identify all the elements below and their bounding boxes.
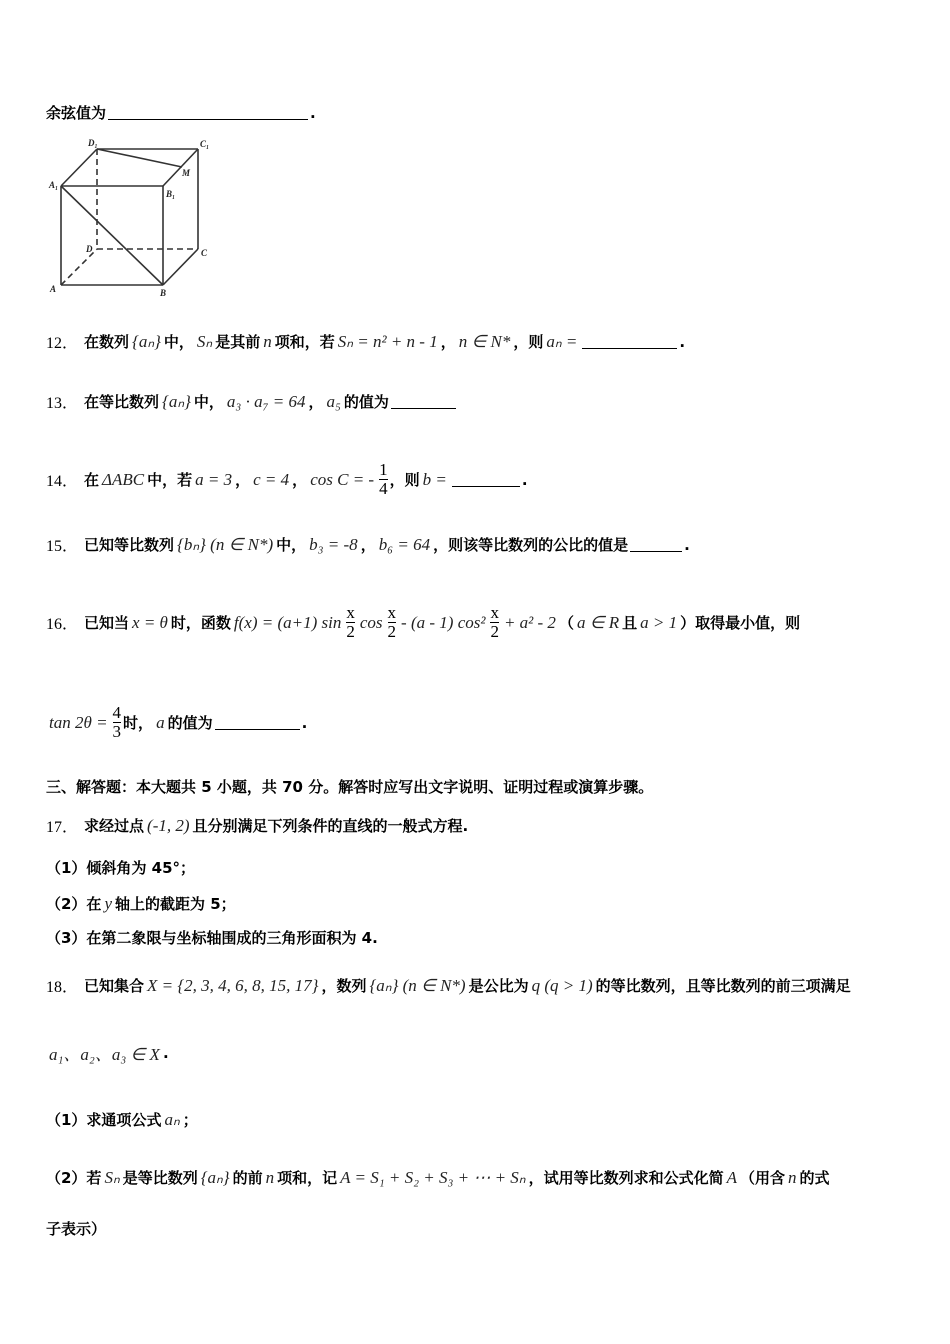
line-q16-tail xyxy=(46,704,307,741)
text: （用含 xyxy=(740,1169,786,1187)
question-number: 16． xyxy=(46,616,79,633)
text: （1）求通项公式 xyxy=(46,1111,162,1129)
line-q18-2-tail xyxy=(46,1218,106,1239)
text: 中，若 xyxy=(147,471,193,489)
text: 子表示） xyxy=(46,1220,107,1238)
math-expression: {aₙ} xyxy=(200,1167,230,1187)
math-expression: a = 3 xyxy=(195,469,233,489)
fraction xyxy=(346,604,355,641)
math-expression: b = xyxy=(422,469,447,489)
math-expression: a₃ · a₇ = 64 xyxy=(226,391,306,411)
numerator: 4 xyxy=(112,703,122,722)
text: 求经过点 xyxy=(84,817,145,835)
denominator: 2 xyxy=(346,622,355,641)
answer-blank xyxy=(108,105,308,120)
math-expression: q (q > 1) xyxy=(531,975,593,995)
text: 中， xyxy=(276,536,307,554)
answer-blank xyxy=(630,537,682,552)
text: ，则 xyxy=(513,333,544,351)
question-number: 13． xyxy=(46,395,79,412)
text: （3）在第二象限与坐标轴围成的三角形面积为 4. xyxy=(46,929,378,947)
denominator: 3 xyxy=(112,722,122,741)
fraction xyxy=(490,604,499,641)
text: . xyxy=(684,535,690,554)
answer-blank xyxy=(391,394,456,409)
math-expression: a₅ xyxy=(326,391,341,411)
text: 且分别满足下列条件的直线的一般式方程. xyxy=(192,817,469,835)
text: 且 xyxy=(622,614,638,632)
text: . xyxy=(679,332,686,351)
line-q14 xyxy=(46,461,528,498)
line-q17 xyxy=(46,814,468,837)
text: ，则该等比数列的公比的值是 xyxy=(433,536,629,554)
math-expression: b₆ = 64 xyxy=(378,534,431,554)
text: 的值为 xyxy=(167,714,213,732)
answer-blank xyxy=(215,715,300,730)
math-expression: b₃ = -8 xyxy=(309,534,358,554)
cube-figure xyxy=(0,0,950,320)
denominator: 2 xyxy=(490,622,499,641)
question-number: 14． xyxy=(46,473,79,490)
text: . xyxy=(310,103,316,122)
text: . xyxy=(162,1043,169,1062)
line-q13 xyxy=(46,390,458,413)
math-expression: Sₙ xyxy=(104,1167,120,1187)
label-d1: D₁ xyxy=(88,138,98,148)
math-expression: cos C = - xyxy=(310,469,375,489)
fraction xyxy=(113,704,122,741)
math-expression: n xyxy=(263,331,272,351)
text: 是公比为 xyxy=(468,977,529,995)
math-expression: (-1, 2) xyxy=(147,815,190,835)
question-number: 12． xyxy=(46,335,79,352)
math-expression: a xyxy=(156,712,165,732)
math-expression: Sₙ xyxy=(196,331,213,351)
text: 的式 xyxy=(799,1169,830,1187)
text: 的等比数列，且等比数列的前三项满足 xyxy=(595,977,851,995)
math-expression: {bₙ} (n ∈ N*) xyxy=(177,534,274,554)
text: 已知等比数列 xyxy=(84,536,175,554)
math-expression: ΔABC xyxy=(102,469,145,489)
math-expression: {aₙ} (n ∈ N*) xyxy=(369,975,466,995)
line-q12 xyxy=(46,330,685,353)
text: 时，函数 xyxy=(170,614,231,632)
math-expression: n xyxy=(265,1167,275,1187)
edge-ad xyxy=(61,249,97,285)
line-q15 xyxy=(46,533,690,556)
line-q17-3 xyxy=(46,927,378,948)
math-expression: tan 2θ = xyxy=(49,712,108,732)
question-number: 17． xyxy=(46,819,79,836)
text: 已知当 xyxy=(84,614,130,632)
math-expression: n ∈ N* xyxy=(458,331,511,351)
text: 三、解答题：本大题共 5 小题，共 70 分。解答时应写出文字说明、证明过程或演算步骤。 xyxy=(46,778,654,796)
math-expression: + a² - 2 xyxy=(503,612,556,632)
math-expression: n xyxy=(788,1167,797,1187)
text: 的前 xyxy=(232,1169,263,1187)
line-q18-1 xyxy=(46,1109,198,1130)
text: ，数列 xyxy=(321,977,367,995)
text: （2）在 xyxy=(46,895,102,913)
text: ， xyxy=(235,471,251,489)
line-q17-1 xyxy=(46,857,195,878)
text: 项和，若 xyxy=(274,333,335,351)
seg-d1m xyxy=(97,149,182,167)
math-expression: - (a - 1) cos² xyxy=(401,612,486,632)
edge-a1d1 xyxy=(61,149,97,186)
label-b1: B₁ xyxy=(166,189,176,199)
text: （ xyxy=(558,614,574,632)
line-q18 xyxy=(46,974,851,997)
edge-bc xyxy=(163,249,198,285)
text: 在数列 xyxy=(84,333,130,351)
line-q17-2 xyxy=(46,893,236,914)
math-expression: X = {2, 3, 4, 6, 8, 15, 17} xyxy=(147,975,319,995)
text: ，则 xyxy=(389,471,420,489)
answer-blank xyxy=(582,334,677,349)
math-expression: y xyxy=(104,893,112,913)
numerator: 1 xyxy=(379,460,388,479)
math-expression: A = S₁ + S₂ + S₃ + ⋯ + Sₙ xyxy=(340,1167,526,1187)
text: ）取得最小值，则 xyxy=(680,614,801,632)
math-expression: {aₙ} xyxy=(132,331,161,351)
label-a: A xyxy=(50,284,57,294)
text: 项和，记 xyxy=(277,1169,338,1187)
text: ， xyxy=(360,536,376,554)
text: 中， xyxy=(193,393,224,411)
denominator: 4 xyxy=(379,479,388,498)
text: ，试用等比数列求和公式化简 xyxy=(528,1169,724,1187)
math-expression: a > 1 xyxy=(640,612,678,632)
math-expression: x = θ xyxy=(132,612,168,632)
text: 是其前 xyxy=(215,333,261,351)
math-expression: aₙ xyxy=(164,1109,180,1129)
line-q11-tail xyxy=(46,102,316,123)
text: 已知集合 xyxy=(84,977,145,995)
math-expression: aₙ = xyxy=(546,331,578,351)
math-expression: a ∈ R xyxy=(576,612,620,632)
math-expression: A xyxy=(726,1167,737,1187)
math-expression: {aₙ} xyxy=(162,391,191,411)
numerator: x xyxy=(490,603,499,622)
text: ， xyxy=(292,471,308,489)
math-expression: Sₙ = n² + n - 1 xyxy=(337,331,438,351)
text: 是等比数列 xyxy=(122,1169,198,1187)
fraction xyxy=(379,461,388,498)
label-c1: C₁ xyxy=(200,139,210,149)
text: ； xyxy=(182,1111,198,1129)
text: . xyxy=(521,470,528,489)
text: ， xyxy=(308,393,324,411)
math-expression: cos xyxy=(359,612,383,632)
fraction xyxy=(388,604,397,641)
text: 余弦值为 xyxy=(46,104,107,122)
math-expression: f(x) = (a+1) sin xyxy=(233,612,342,632)
text: 在等比数列 xyxy=(84,393,160,411)
line-q18-2 xyxy=(46,1167,830,1188)
numerator: x xyxy=(346,603,355,622)
math-expression: c = 4 xyxy=(253,469,290,489)
denominator: 2 xyxy=(387,622,397,641)
text: 中， xyxy=(163,333,194,351)
question-number: 15． xyxy=(46,538,79,555)
question-number: 18． xyxy=(46,979,79,996)
label-m: M xyxy=(182,168,191,178)
text: （2）若 xyxy=(46,1169,102,1187)
label-b: B xyxy=(160,288,167,298)
line-q16 xyxy=(46,604,800,641)
text: 在 xyxy=(84,471,100,489)
numerator: x xyxy=(387,603,397,622)
math-expression: a₁、a₂、a₃ ∈ X xyxy=(49,1045,160,1064)
text: ， xyxy=(440,333,456,351)
label-a1: A₁ xyxy=(49,180,59,190)
label-c: C xyxy=(201,248,208,258)
label-d: D xyxy=(86,244,93,254)
line-q18-cond xyxy=(46,1040,169,1065)
answer-blank xyxy=(452,472,520,487)
text: （1）倾斜角为 45°； xyxy=(46,859,196,877)
text: . xyxy=(301,713,308,732)
text: 时， xyxy=(123,714,154,732)
text: 轴上的截距为 5； xyxy=(114,895,236,913)
line-sec3 xyxy=(46,776,653,797)
text: 的值为 xyxy=(343,393,389,411)
